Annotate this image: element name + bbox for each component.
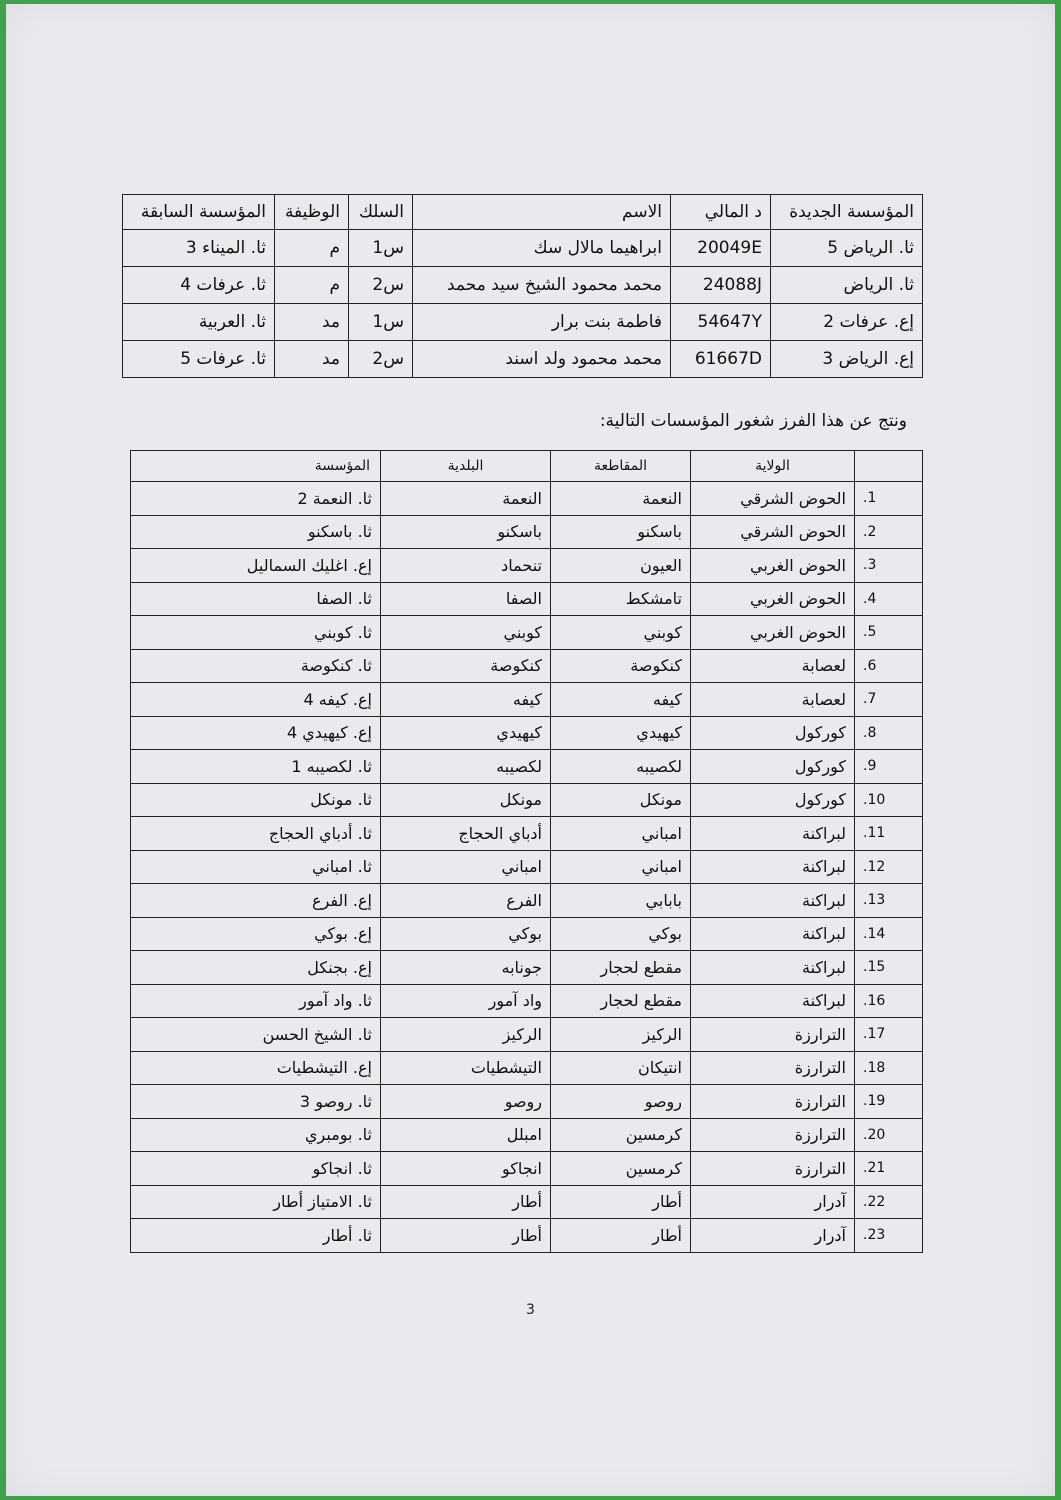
header-function: الوظيفة: [275, 195, 349, 230]
name-cell: ابراهيما مالال سك: [413, 230, 671, 267]
header-name: الاسم: [413, 195, 671, 230]
moughataa-cell: بوكي: [551, 917, 691, 951]
commune-cell: أطار: [381, 1219, 551, 1253]
moughataa-cell: العيون: [551, 549, 691, 583]
wilaya-cell: كوركول: [691, 750, 855, 784]
moughataa-cell: مونكل: [551, 783, 691, 817]
vacancy-row: [131, 1219, 923, 1253]
wilaya-cell: لبراكنة: [691, 850, 855, 884]
commune-cell: جونابه: [381, 951, 551, 985]
institution-cell: ثا. الصفا: [131, 582, 381, 616]
vacancy-row: [131, 515, 923, 549]
index-cell: 20.: [855, 1118, 923, 1152]
wilaya-cell: آدرار: [691, 1185, 855, 1219]
commune-cell: كنكوصة: [381, 649, 551, 683]
function-cell: م: [275, 267, 349, 304]
moughataa-cell: كيهيدي: [551, 716, 691, 750]
vacancy-row: [131, 582, 923, 616]
commune-cell: باسكنو: [381, 515, 551, 549]
index-cell: 12.: [855, 850, 923, 884]
commune-cell: واد آمور: [381, 984, 551, 1018]
vacancy-row: [131, 1152, 923, 1186]
financial-id-cell: 24088J: [671, 267, 771, 304]
moughataa-cell: تامشكط: [551, 582, 691, 616]
index-cell: 14.: [855, 917, 923, 951]
institution-cell: ثا. أطار: [131, 1219, 381, 1253]
function-cell: مد: [275, 304, 349, 341]
previous-institution-cell: ثا. العربية: [123, 304, 275, 341]
intro-text: ونتج عن هذا الفرز شغور المؤسسات التالية:: [599, 411, 907, 431]
wilaya-cell: الحوض الغربي: [691, 549, 855, 583]
institution-cell: إع. بوكي: [131, 917, 381, 951]
institution-cell: إع. كيفه 4: [131, 683, 381, 717]
institution-cell: ثا. الامتياز أطار: [131, 1185, 381, 1219]
index-cell: 16.: [855, 984, 923, 1018]
index-cell: 23.: [855, 1219, 923, 1253]
vacancy-row: [131, 683, 923, 717]
wilaya-cell: كوركول: [691, 783, 855, 817]
moughataa-cell: كيفه: [551, 683, 691, 717]
vacancy-row: [131, 1085, 923, 1119]
vacancies-header-row: [131, 451, 923, 482]
institution-cell: إع. بجنكل: [131, 951, 381, 985]
vacancy-row: [131, 850, 923, 884]
vacancy-row: [131, 951, 923, 985]
moughataa-cell: لكصيبه: [551, 750, 691, 784]
header-corps: السلك: [349, 195, 413, 230]
commune-cell: امباني: [381, 850, 551, 884]
wilaya-cell: لعصابة: [691, 683, 855, 717]
institution-cell: ثا. كوبني: [131, 616, 381, 650]
header-index: [855, 451, 923, 482]
index-cell: 1.: [855, 482, 923, 516]
vacancy-row: [131, 750, 923, 784]
commune-cell: الركيز: [381, 1018, 551, 1052]
index-cell: 5.: [855, 616, 923, 650]
institution-cell: ثا. النعمة 2: [131, 482, 381, 516]
institution-cell: إع. كيهيدي 4: [131, 716, 381, 750]
header-institution: المؤسسة: [131, 451, 381, 482]
corps-cell: س1: [349, 304, 413, 341]
moughataa-cell: أطار: [551, 1219, 691, 1253]
previous-institution-cell: ثا. الميناء 3: [123, 230, 275, 267]
transfer-row: [123, 230, 923, 267]
vacancy-row: [131, 616, 923, 650]
wilaya-cell: الحوض الشرقي: [691, 482, 855, 516]
index-cell: 6.: [855, 649, 923, 683]
name-cell: محمد محمود الشيخ سيد محمد: [413, 267, 671, 304]
institution-cell: ثا. مونكل: [131, 783, 381, 817]
index-cell: 19.: [855, 1085, 923, 1119]
transfer-row: [123, 267, 923, 304]
institution-cell: ثا. امباني: [131, 850, 381, 884]
header-wilaya: الولاية: [691, 451, 855, 482]
vacancy-row: [131, 1185, 923, 1219]
index-cell: 2.: [855, 515, 923, 549]
function-cell: م: [275, 230, 349, 267]
new-institution-cell: إع. عرفات 2: [771, 304, 923, 341]
commune-cell: روصو: [381, 1085, 551, 1119]
commune-cell: كوبني: [381, 616, 551, 650]
moughataa-cell: كوبني: [551, 616, 691, 650]
institution-cell: ثا. أدباي الحجاج: [131, 817, 381, 851]
wilaya-cell: لبراكنة: [691, 917, 855, 951]
transfer-row: [123, 341, 923, 378]
commune-cell: انجاكو: [381, 1152, 551, 1186]
financial-id-cell: 20049E: [671, 230, 771, 267]
moughataa-cell: مقطع لحجار: [551, 984, 691, 1018]
commune-cell: الصفا: [381, 582, 551, 616]
index-cell: 21.: [855, 1152, 923, 1186]
vacancy-row: [131, 549, 923, 583]
page-number: 3: [526, 1302, 535, 1318]
new-institution-cell: ثا. الرياض 5: [771, 230, 923, 267]
institution-cell: ثا. باسكنو: [131, 515, 381, 549]
index-cell: 9.: [855, 750, 923, 784]
commune-cell: النعمة: [381, 482, 551, 516]
moughataa-cell: انتيكان: [551, 1051, 691, 1085]
commune-cell: بوكي: [381, 917, 551, 951]
commune-cell: لكصيبه: [381, 750, 551, 784]
wilaya-cell: لبراكنة: [691, 984, 855, 1018]
vacancy-row: [131, 984, 923, 1018]
index-cell: 22.: [855, 1185, 923, 1219]
vacancy-row: [131, 1018, 923, 1052]
index-cell: 17.: [855, 1018, 923, 1052]
index-cell: 10.: [855, 783, 923, 817]
commune-cell: أطار: [381, 1185, 551, 1219]
vacancy-row: [131, 1051, 923, 1085]
index-cell: 8.: [855, 716, 923, 750]
moughataa-cell: روصو: [551, 1085, 691, 1119]
vacancies-table: [130, 450, 923, 1253]
moughataa-cell: النعمة: [551, 482, 691, 516]
moughataa-cell: كرمسين: [551, 1152, 691, 1186]
moughataa-cell: بابابي: [551, 884, 691, 918]
wilaya-cell: لعصابة: [691, 649, 855, 683]
commune-cell: الفرع: [381, 884, 551, 918]
moughataa-cell: مقطع لحجار: [551, 951, 691, 985]
commune-cell: مونكل: [381, 783, 551, 817]
wilaya-cell: الحوض الغربي: [691, 616, 855, 650]
vacancy-row: [131, 783, 923, 817]
corps-cell: س1: [349, 230, 413, 267]
previous-institution-cell: ثا. عرفات 5: [123, 341, 275, 378]
previous-institution-cell: ثا. عرفات 4: [123, 267, 275, 304]
commune-cell: امبلل: [381, 1118, 551, 1152]
corps-cell: س2: [349, 341, 413, 378]
wilaya-cell: الترارزة: [691, 1085, 855, 1119]
wilaya-cell: الترارزة: [691, 1051, 855, 1085]
moughataa-cell: أطار: [551, 1185, 691, 1219]
index-cell: 13.: [855, 884, 923, 918]
document-page: [6, 4, 1055, 1496]
index-cell: 7.: [855, 683, 923, 717]
vacancy-row: [131, 917, 923, 951]
institution-cell: ثا. روصو 3: [131, 1085, 381, 1119]
new-institution-cell: إع. الرياض 3: [771, 341, 923, 378]
transfers-table: [122, 194, 923, 378]
institution-cell: ثا. انجاكو: [131, 1152, 381, 1186]
commune-cell: أدباي الحجاج: [381, 817, 551, 851]
header-new-institution: المؤسسة الجديدة: [771, 195, 923, 230]
index-cell: 3.: [855, 549, 923, 583]
name-cell: فاطمة بنت برار: [413, 304, 671, 341]
wilaya-cell: الترارزة: [691, 1118, 855, 1152]
commune-cell: تنحماد: [381, 549, 551, 583]
vacancy-row: [131, 817, 923, 851]
header-previous-institution: المؤسسة السابقة: [123, 195, 275, 230]
index-cell: 15.: [855, 951, 923, 985]
wilaya-cell: الترارزة: [691, 1152, 855, 1186]
institution-cell: إع. الفرع: [131, 884, 381, 918]
wilaya-cell: لبراكنة: [691, 884, 855, 918]
institution-cell: ثا. كنكوصة: [131, 649, 381, 683]
institution-cell: إع. التيشطيات: [131, 1051, 381, 1085]
moughataa-cell: كرمسين: [551, 1118, 691, 1152]
institution-cell: ثا. واد آمور: [131, 984, 381, 1018]
moughataa-cell: امباني: [551, 817, 691, 851]
moughataa-cell: الركيز: [551, 1018, 691, 1052]
vacancy-row: [131, 482, 923, 516]
institution-cell: ثا. لكصيبه 1: [131, 750, 381, 784]
wilaya-cell: لبراكنة: [691, 817, 855, 851]
index-cell: 18.: [855, 1051, 923, 1085]
header-commune: البلدية: [381, 451, 551, 482]
new-institution-cell: ثا. الرياض: [771, 267, 923, 304]
wilaya-cell: كوركول: [691, 716, 855, 750]
header-financial-id: د المالي: [671, 195, 771, 230]
financial-id-cell: 61667D: [671, 341, 771, 378]
commune-cell: كيهيدي: [381, 716, 551, 750]
header-moughataa: المقاطعة: [551, 451, 691, 482]
vacancy-row: [131, 1118, 923, 1152]
moughataa-cell: باسكنو: [551, 515, 691, 549]
wilaya-cell: لبراكنة: [691, 951, 855, 985]
commune-cell: كيفه: [381, 683, 551, 717]
moughataa-cell: امباني: [551, 850, 691, 884]
index-cell: 11.: [855, 817, 923, 851]
index-cell: 4.: [855, 582, 923, 616]
vacancy-row: [131, 649, 923, 683]
commune-cell: التيشطيات: [381, 1051, 551, 1085]
institution-cell: ثا. بومبري: [131, 1118, 381, 1152]
name-cell: محمد محمود ولد اسند: [413, 341, 671, 378]
wilaya-cell: الترارزة: [691, 1018, 855, 1052]
moughataa-cell: كنكوصة: [551, 649, 691, 683]
vacancy-row: [131, 884, 923, 918]
institution-cell: إع. اغليك السماليل: [131, 549, 381, 583]
financial-id-cell: 54647Y: [671, 304, 771, 341]
wilaya-cell: الحوض الغربي: [691, 582, 855, 616]
vacancy-row: [131, 716, 923, 750]
transfer-row: [123, 304, 923, 341]
transfers-header-row: [123, 195, 923, 230]
wilaya-cell: آدرار: [691, 1219, 855, 1253]
function-cell: مد: [275, 341, 349, 378]
institution-cell: ثا. الشيخ الحسن: [131, 1018, 381, 1052]
wilaya-cell: الحوض الشرقي: [691, 515, 855, 549]
corps-cell: س2: [349, 267, 413, 304]
